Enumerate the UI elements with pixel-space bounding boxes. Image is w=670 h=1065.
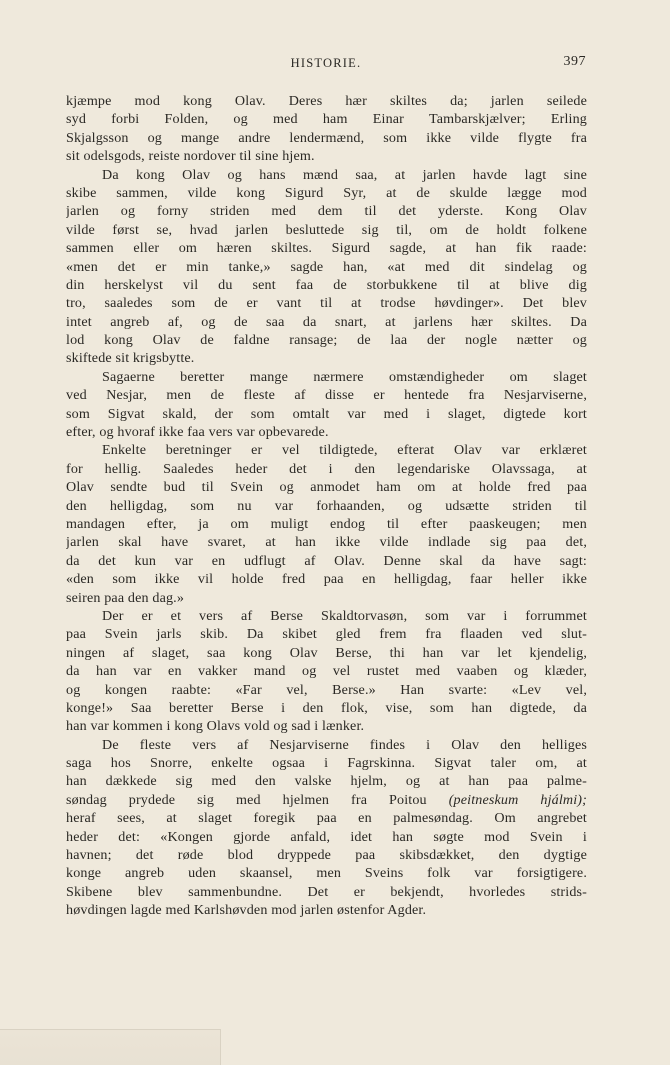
text-line: han var kommen i kong Olavs vold og sad i lænker. <box>66 718 365 735</box>
text-line: Olav sendte bud til Svein og anmodet ham om at holde fred paa <box>66 479 587 496</box>
text-line: «men det er min tanke,» sagde han, «at med dit sindelag og <box>66 258 587 275</box>
text-line-with-italic <box>66 791 587 809</box>
text-line: Der er et vers af Berse Skaldtorvasøn, som var i forrummet <box>102 607 587 624</box>
text-line: vilde først se, hvad jarlen besluttede sig til, om de holdt folkene <box>66 221 587 238</box>
text-line: tro, saaledes som de er vant til at trodse høvdinger». Det blev <box>66 295 587 312</box>
text-line: Enkelte beretninger er vel tildigtede, efterat Olav var erklæret <box>102 442 587 459</box>
text-line: havnen; det røde blod dryppede paa skibsdækket, den dygtige <box>66 847 587 864</box>
text-line: han dækkede sig med den valske hjelm, og at han paa palme- <box>66 773 587 790</box>
text-line: ved Nesjar, men de fleste af disse er hentede fra Nesjarviserne, <box>66 387 587 404</box>
text-line: sit odelsgods, reiste nordover til sine hjem. <box>66 148 315 165</box>
text-line: syd forbi Folden, og med ham Einar Tambarskjælver; Erling <box>66 111 587 128</box>
text-line: heder det: «Kongen gjorde anfald, idet han søgte mod Svein i <box>66 828 587 845</box>
page-edge-shadow <box>0 1029 221 1065</box>
text-line: Sagaerne beretter mange nærmere omstændigheder om slaget <box>102 368 587 385</box>
text-line: seiren paa den dag.» <box>66 589 185 606</box>
italic-phrase: (peitneskum hjálmi); <box>448 791 587 808</box>
text-line: kjæmpe mod kong Olav. Deres hær skiltes da; jarlen seilede <box>66 93 587 109</box>
text-line: som Sigvat skald, der som omtalt var med i slaget, digtede kort <box>66 405 587 422</box>
text-line: lod kong Olav de faldne ransage; de laa der nogle nætter og <box>66 332 587 349</box>
text-line: jarlen og forny striden med dem til det yderste. Kong Olav <box>66 203 587 220</box>
text-line: paa Svein jarls skib. Da skibet gled frem fra flaaden ved slut- <box>66 626 587 643</box>
text-line: «den som ikke vil holde fred paa en helligdag, faar heller ikke <box>66 571 587 588</box>
text-line: Da kong Olav og hans mænd saa, at jarlen havde lagt sine <box>102 166 587 183</box>
text-line: efter, og hvoraf ikke faa vers var opbevarede. <box>66 424 329 441</box>
text-line: da det kun var en udflugt af Olav. Denne skal da have sagt: <box>66 552 587 569</box>
body-text <box>66 92 587 920</box>
text-line: mandagen efter, ja om muligt endog til efter paaskeugen; men <box>66 515 587 532</box>
text-line: skiftede sit krigsbytte. <box>66 350 195 367</box>
text-line: da han var en vakker mand og vel rustet med vaaben og klæder, <box>66 663 587 680</box>
text-line: sammen eller om hæren skiltes. Sigurd sagde, at han fik raade: <box>66 240 587 257</box>
text-line: ningen af slaget, saa kong Olav Berse, thi han var let kjendelig, <box>66 644 587 661</box>
text-line: høvdingen lagde med Karlshøvden mod jarlen østenfor Agder. <box>66 902 427 919</box>
text-segment: søndag prydede sig med hjelmen fra Poitou <box>66 791 427 808</box>
page-number: 397 <box>563 54 586 69</box>
running-title: HISTORIE. <box>290 56 362 70</box>
text-line: for hellig. Saaledes heder det i den legendariske Olavssaga, at <box>66 460 587 477</box>
text-line: saga hos Snorre, enkelte ogsaa i Fagrskinna. Sigvat taler om, at <box>66 755 587 772</box>
text-line: heraf sees, at slaget foregik paa en palmesøndag. Om angrebet <box>66 810 587 827</box>
text-line: og kongen raabte: «Far vel, Berse.» Han svarte: «Lev vel, <box>66 681 587 698</box>
text-line: den helligdag, som nu var forhaanden, og udsætte striden til <box>66 497 587 514</box>
text-line: De fleste vers af Nesjarviserne findes i Olav den helliges <box>102 736 587 753</box>
page-header <box>66 54 586 74</box>
text-line: konge angreb uden skaansel, men Sveins folk var forsigtigere. <box>66 865 587 882</box>
text-line: skibe sammen, vilde kong Sigurd Syr, at de skulde lægge mod <box>66 184 587 201</box>
text-line: intet angreb af, og de saa da snart, at jarlens hær skiltes. Da <box>66 313 587 330</box>
text-line: din herskelyst vil du sent faa de storbukkene til at blive dig <box>66 276 587 293</box>
text-line: Skibene blev sammenbundne. Det er bekjendt, hvorledes strids- <box>66 883 587 900</box>
text-line: konge!» Saa beretter Berse i den flok, vise, som han digtede, da <box>66 699 587 716</box>
text-line: jarlen skal have svaret, at han ikke vilde indlade sig paa det, <box>66 534 587 551</box>
text-line: Skjalgsson og mange andre lendermænd, som ikke vilde flygte fra <box>66 129 587 146</box>
